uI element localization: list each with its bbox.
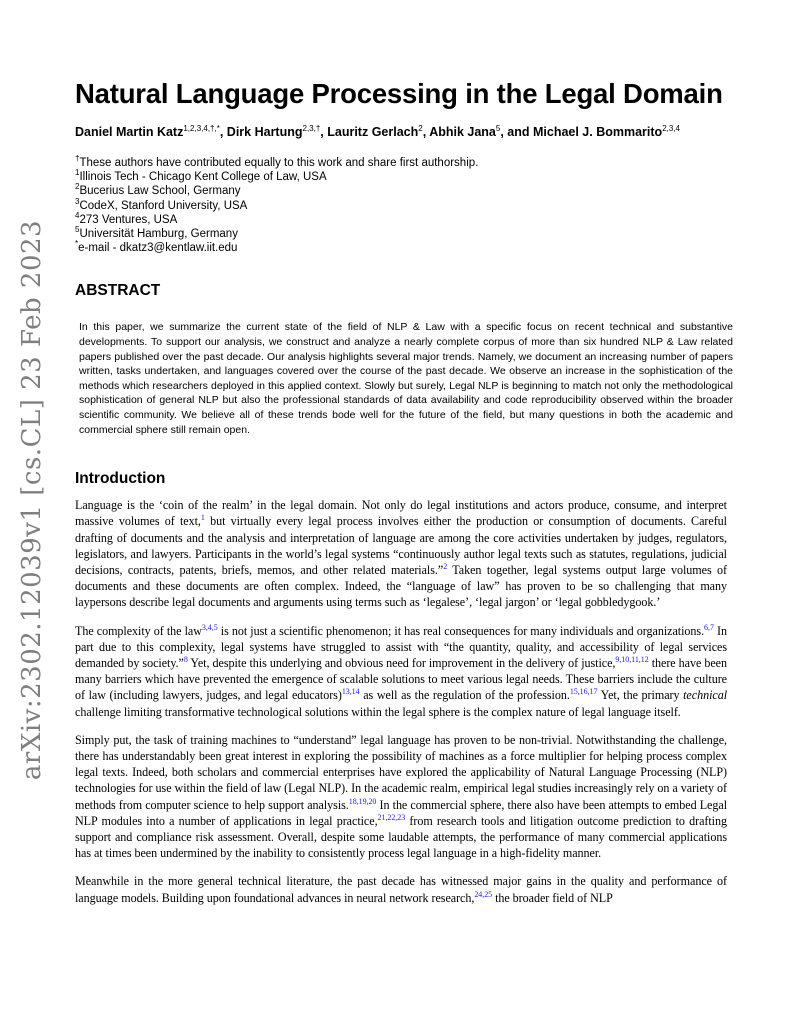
affiliation-item xyxy=(75,196,727,213)
author-name: Michael J. Bommarito xyxy=(532,125,663,139)
emphasized-text: technical xyxy=(683,688,727,703)
author-list xyxy=(75,123,727,141)
affiliation-mark: † xyxy=(75,154,80,164)
paragraph-text: Yet, despite this underlying and obvious need for improvement in the delivery of justice, xyxy=(187,656,616,670)
citation-link[interactable]: 21,22,23 xyxy=(377,812,406,822)
paragraph-text: The complexity of the law xyxy=(75,623,202,638)
paragraph-text: the broader field of NLP xyxy=(492,890,613,905)
citation-link[interactable]: 18,19,20 xyxy=(348,796,377,806)
affiliation-text: e-mail - dkatz3@kentlaw.iit.edu xyxy=(78,242,238,255)
citation-link[interactable]: 6,7 xyxy=(704,622,714,632)
citation-link[interactable]: 9,10,11,12 xyxy=(615,654,649,664)
affiliation-mark: * xyxy=(75,239,79,249)
paper-page xyxy=(75,76,733,906)
citation-link[interactable]: 24,25 xyxy=(474,889,493,899)
paragraph-text: In part due to this complexity, legal systems have struggled to assist with “the quantity, quality, and accessibility of legal services demanded by society.” xyxy=(75,623,727,670)
introduction-paragraph xyxy=(75,873,727,905)
affiliation-item xyxy=(75,241,727,255)
author-separator: , and xyxy=(500,125,533,139)
author-affiliation-marks: 2 xyxy=(418,123,423,133)
citation-link[interactable]: 15,16,17 xyxy=(569,687,598,697)
abstract-text: In this paper, we summarize the current state of the field of NLP & Law with a specific focus on recent technical and substantive developments. To support our analysis, we construct and analyze a nearly complete corpus of more than six hundred NLP & Law related papers published over the past decade. Our analysis highlights several major trends. Namely, we document an increasing number of papers written, tasks undertaken, and languages covered over the course of the past decade. We observe an increase in the sophistication of the methods which researchers deployed in this applied context. Slowly but surely, Legal NLP is beginning to match not only the methodological sophistication of general NLP but also the professional standards of data availability and code reproducibility observed within the broader scientific community. We believe all of these trends bode well for the future of the field, but many questions in both the academic and commercial sphere still remain open. xyxy=(79,321,733,436)
paragraph-text: Meanwhile in the more general technical literature, the past decade has witnessed major gains in the quality and performance of language models. Building upon foundational advances in neural network research, xyxy=(75,874,727,905)
affiliation-item xyxy=(75,156,727,170)
author-name: Daniel Martin Katz xyxy=(75,125,184,139)
paragraph-text: from research tools and litigation outcome prediction to drafting support and compliance risk assessment. Overall, despite some laudable attempts, the performance of many commercial applications has at times been undermined by the inability to consistently process legal language in a high-fidelity manner. xyxy=(75,813,727,861)
affiliation-list xyxy=(75,156,727,255)
paragraph-text: Language is the ‘coin of the realm’ in the legal domain. Not only do legal institutions and actors produce, consume, and interpret massive volumes of text, xyxy=(75,498,727,529)
arxiv-identifier-stamp xyxy=(8,219,56,781)
affiliation-mark: 1 xyxy=(75,168,80,178)
author-affiliation-marks: 5 xyxy=(495,123,501,133)
citation-link[interactable]: 3,4,5 xyxy=(201,622,218,632)
affiliation-text: CodeX, Stanford University, USA xyxy=(79,199,248,212)
affiliation-text: Bucerius Law School, Germany xyxy=(79,185,241,198)
arxiv-identifier-text: arXiv:2302.12039v1 [cs.CL] 23 Feb 2023 xyxy=(17,219,47,781)
author-separator: , xyxy=(320,125,328,139)
paragraph-text: there have been many barriers which have prevented the emergence of scalable solutions to meet various legal needs. These barriers include the culture of law (including lawyers, judges, and legal educators) xyxy=(75,656,727,703)
affiliation-item xyxy=(75,210,727,227)
abstract-heading: ABSTRACT xyxy=(75,282,161,300)
paper-title: Natural Language Processing in the Legal Domain xyxy=(75,78,723,109)
author-name: Lauritz Gerlach xyxy=(327,125,419,139)
citation-link[interactable]: 13,14 xyxy=(341,687,360,697)
paragraph-text: is not just a scientific phenomenon; it has real consequences for many individuals and organizations. xyxy=(217,623,705,638)
author-name: Dirk Hartung xyxy=(226,125,303,139)
citation-link[interactable]: 2 xyxy=(443,561,448,571)
paragraph-text: as well as the regulation of the profession. xyxy=(359,688,570,703)
paragraph-text: In the commercial sphere, there also have been attempts to embed Legal NLP modules into a number of applications in legal practice, xyxy=(75,797,728,828)
affiliation-item xyxy=(75,227,727,241)
paragraph-text: Taken together, legal systems output large volumes of documents and these documents are often complex. Indeed, the “language of law” has proven to be so challenging that many laypersons describe legal documents and arguments using terms such as ‘legalese’, ‘legal jargon’ or ‘legal gobbledygook.’ xyxy=(75,562,727,610)
paragraph-text: Simply put, the task of training machines to “understand” legal language has proven to be non-trivial. Notwithstanding the challenge, there has understandably been great interest in exploring the possibility of machines as a force multiplier for helping process complex legal texts. Indeed, both scholars and commercial enterprises have explored the applicability of Natural Language Processing (NLP) technologies for use within the field of law (Legal NLP). In the academic realm, empirical legal studies increasingly rely on a variety of methods from computer science to help support analysis. xyxy=(75,732,727,812)
affiliation-text: These authors have contributed equally to this work and share first authorship. xyxy=(79,157,479,169)
paragraph-text: but virtually every legal process involves either the production or consumption of documents. Careful drafting of documents and the analysis and interpretation of language are among the core activities undertaken by judges, regulators, legislators, and lawyers. Participants in the world’s legal systems “continuously author legal texts such as statutes, regulations, judicial decisions, contracts, patents, briefs, memos, and other related materials.” xyxy=(75,514,727,577)
affiliation-text: Illinois Tech - Chicago Kent College of Law, USA xyxy=(79,171,327,184)
author-name: Abhik Jana xyxy=(429,125,496,139)
introduction-paragraph xyxy=(75,497,727,610)
introduction-paragraph xyxy=(75,623,727,720)
affiliation-mark: 4 xyxy=(75,210,80,220)
affiliation-mark: 5 xyxy=(75,225,80,235)
introduction-paragraph xyxy=(75,732,727,862)
citation-link[interactable]: 1 xyxy=(200,513,205,523)
paragraph-text: Yet, the primary xyxy=(597,688,684,703)
paragraph-text: challenge limiting transformative technological solutions within the legal sphere is the complex nature of legal language itself. xyxy=(75,704,681,719)
affiliation-item xyxy=(75,184,727,198)
introduction-heading: Introduction xyxy=(75,470,166,488)
author-affiliation-marks: 1,2,3,4,†,* xyxy=(183,123,220,133)
affiliation-mark: 2 xyxy=(75,182,80,192)
affiliation-text: Universität Hamburg, Germany xyxy=(79,228,238,241)
author-affiliation-marks: 2,3,† xyxy=(302,123,321,133)
affiliation-item xyxy=(75,170,727,184)
author-separator: , xyxy=(219,125,227,139)
citation-link[interactable]: 8 xyxy=(183,654,188,664)
author-affiliation-marks: 2,3,4 xyxy=(662,123,680,133)
affiliation-mark: 3 xyxy=(75,196,80,206)
author-separator: , xyxy=(422,125,430,139)
affiliation-text: 273 Ventures, USA xyxy=(79,213,178,226)
introduction-body xyxy=(75,497,727,906)
